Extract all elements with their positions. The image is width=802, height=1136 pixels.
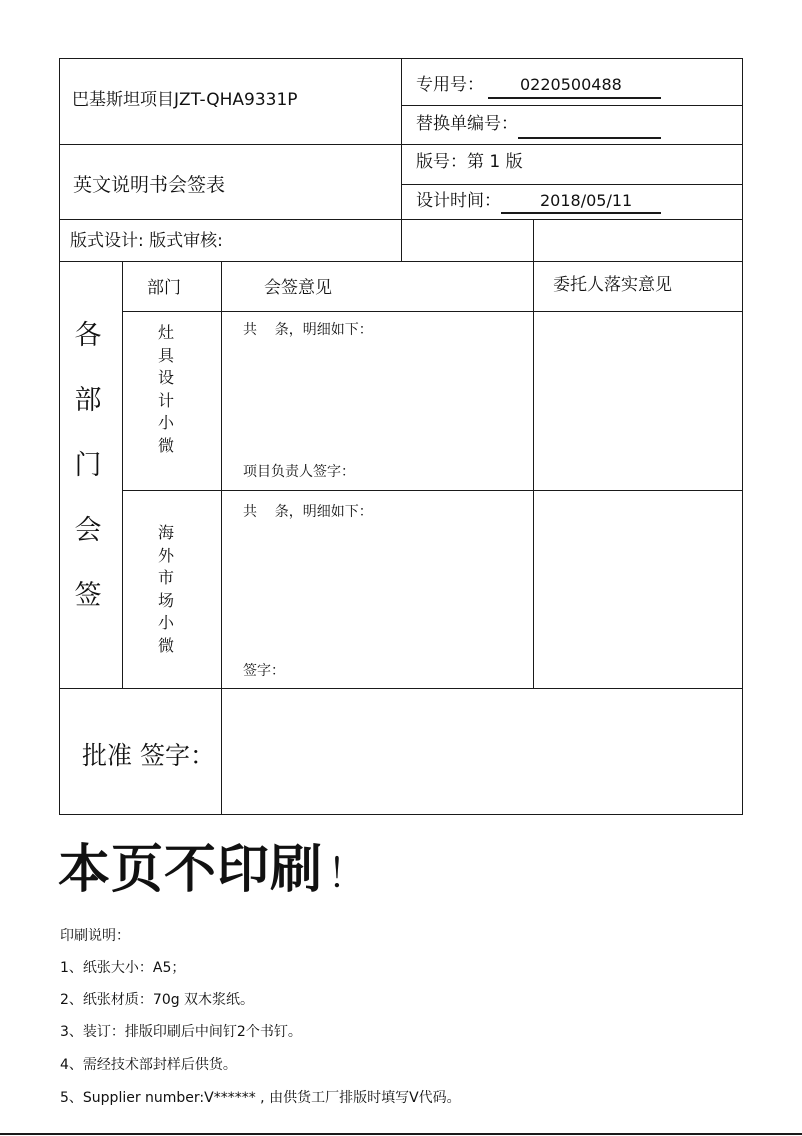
side-char: 各 <box>74 320 102 351</box>
dept-char: 微 <box>157 635 174 655</box>
dept-char: 灶 <box>157 323 174 342</box>
dept-char: 设 <box>157 368 174 387</box>
version-label: 版号：第 1 版 <box>416 152 523 172</box>
side-char: 部 <box>74 385 102 416</box>
approval-signature-label: 批准 签字： <box>82 741 215 770</box>
project-name: 巴基斯坦项目JZT-QHA9331P <box>72 90 298 110</box>
column-header-opinion: 会签意见 <box>264 278 332 298</box>
opinion-text: 共 条，明细如下： <box>243 504 373 520</box>
side-char: 门 <box>74 450 102 481</box>
countersign-side-label <box>68 322 108 647</box>
print-note-item: 4、需经技术部封样后供货。 <box>60 1057 237 1073</box>
replace-no-underline <box>518 137 661 139</box>
special-no-value: 0220500488 <box>520 75 622 94</box>
design-time-value: 2018/05/11 <box>540 191 633 210</box>
design-time-label: 设计时间： <box>416 191 501 211</box>
replace-no-label: 替换单编号： <box>416 114 518 134</box>
rule <box>221 261 222 815</box>
dept-char: 具 <box>157 345 174 365</box>
table-border-left <box>59 58 60 815</box>
header-divider-vertical <box>401 58 402 261</box>
dept-char: 小 <box>157 613 174 632</box>
table-border-right <box>742 58 743 815</box>
rule <box>59 219 743 220</box>
rule <box>59 688 743 689</box>
rule <box>122 261 123 689</box>
print-notes-heading: 印刷说明： <box>60 928 130 944</box>
rule <box>122 311 743 312</box>
rule <box>401 184 743 185</box>
dept-char: 小 <box>157 413 174 432</box>
print-note-item: 1、纸张大小：A5； <box>60 960 186 976</box>
rule <box>59 261 743 262</box>
column-header-client: 委托人落实意见 <box>553 275 672 295</box>
dept-char: 外 <box>157 545 174 565</box>
rule <box>401 105 743 106</box>
dept-name-overseas-market <box>146 525 186 660</box>
layout-design-label: 版式设计: 版式审核: <box>70 231 223 251</box>
do-not-print-notice <box>58 840 369 900</box>
side-char: 会 <box>74 515 102 546</box>
dept-char: 微 <box>157 435 174 455</box>
column-header-dept: 部门 <box>147 278 181 298</box>
rule <box>122 490 743 491</box>
side-char: 签 <box>74 580 102 611</box>
table-border-bottom <box>59 814 743 815</box>
opinion-text: 共 条，明细如下： <box>243 322 373 338</box>
notice-exclamation: ！ <box>327 851 369 897</box>
page-bottom-rule <box>0 1133 802 1135</box>
dept-char: 场 <box>157 590 174 610</box>
signature-label: 签字： <box>243 663 285 679</box>
notice-title: 本页不印刷 <box>58 840 324 900</box>
dept-name-cooker-design <box>146 325 186 460</box>
print-note-item: 2、纸张材质：70g 双木浆纸。 <box>60 992 255 1008</box>
special-no-underline <box>488 97 661 99</box>
dept-char: 计 <box>157 390 174 410</box>
design-time-underline <box>501 212 661 214</box>
rule <box>533 219 534 689</box>
rule <box>59 144 743 145</box>
special-no-label: 专用号： <box>416 75 484 95</box>
dept-char: 市 <box>157 568 174 587</box>
print-note-item: 5、Supplier number:V****** , 由供货工厂排版时填写V代码。 <box>60 1090 461 1106</box>
print-note-item: 3、装订：排版印刷后中间钉2个书钉。 <box>60 1024 302 1040</box>
form-title: 英文说明书会签表 <box>73 174 226 196</box>
signature-label: 项目负责人签字： <box>243 464 355 480</box>
dept-char: 海 <box>157 523 174 542</box>
